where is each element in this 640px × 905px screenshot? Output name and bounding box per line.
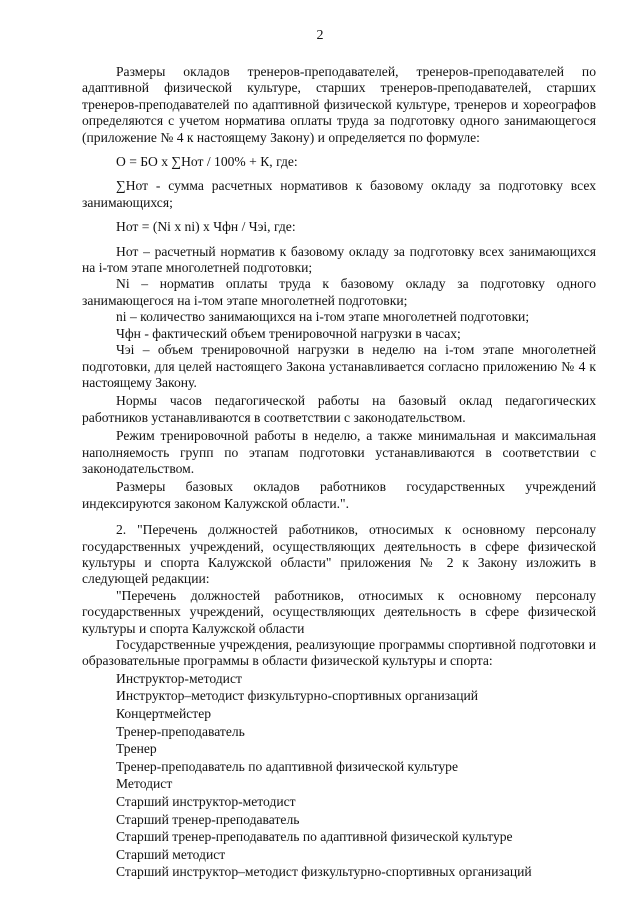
paragraph-hours-norms: Нормы часов педагогической работы на базовый оклад педагогических работников устанавливаются в соответствии с законодательством.	[82, 393, 596, 425]
document-body	[82, 64, 596, 881]
paragraph-chfn-definition: Чфн - фактический объем тренировочной нагрузки в часах;	[116, 325, 461, 341]
list-item: Старший инструктор–методист физкультурно-спортивных организаций	[116, 864, 532, 880]
list-item: Тренер-преподаватель по адаптивной физической культуре	[116, 758, 459, 774]
paragraph-training-mode: Режим тренировочной работы в неделю, а также минимальная и максимальная наполняемость групп по этапам подготовки устанавливаются в соответствии с законодательством.	[82, 428, 596, 476]
positions-list	[82, 670, 596, 881]
list-item: Инструктор-методист	[116, 670, 242, 686]
paragraph-indexation: Размеры базовых окладов работников государственных учреждений индексируются законом Калужской области.".	[82, 479, 596, 511]
list-item: Инструктор–методист физкультурно-спортивных организаций	[116, 688, 479, 704]
paragraph-institutions: Государственные учреждения, реализующие программы спортивной подготовки и образовательные программы в области физической культуры и спорта:	[82, 637, 596, 669]
formula-norm: Нот = (Ni x ni) х Чфн / Чэi, где:	[116, 219, 296, 235]
paragraph-ni-definition: Ni – норматив оплаты труда к базовому окладу за подготовку одного занимающегося на i-том этапе многолетней подготовки;	[82, 276, 596, 308]
page-number: 2	[316, 28, 324, 43]
list-item: Тренер	[116, 741, 157, 757]
list-item: Старший методист	[116, 846, 226, 862]
formula-salary: О = БО х ∑Нот / 100% + К, где:	[116, 154, 298, 170]
list-item: Тренер-преподаватель	[116, 723, 245, 739]
paragraph-chei-definition: Чэi – объем тренировочной нагрузки в неделю на i-том этапе многолетней подготовки, для целей настоящего Закона устанавливается согласно приложению № 4 к настоящему Закону.	[82, 342, 596, 390]
list-item: Старший инструктор-методист	[116, 793, 296, 809]
paragraph-amendment-2: 2. "Перечень должностей работников, относимых к основному персоналу государственных учреждений, осуществляющих деятельность в сфере физической культуры и спорта Калужской области" приложения № 2 к Закону изложить в следующей редакции:	[82, 522, 596, 587]
list-item: Старший тренер-преподаватель по адаптивной физической культуре	[116, 829, 513, 845]
paragraph-salary-rules: Размеры окладов тренеров-преподавателей, тренеров-преподавателей по адаптивной физической культуре, старших тренеров-преподавателей, старших тренеров-преподавателей по адаптивной физической культуре, тренеров и хореографов определяются с учетом норматива оплаты труда за подготовку одного занимающегося (приложение № 4 к настоящему Закону) и определяется по формуле:	[82, 64, 596, 145]
paragraph-list-title: "Перечень должностей работников, относимых к основному персоналу государственных учреждений, осуществляющих деятельность в сфере физической культуры и спорта Калужской области	[82, 587, 596, 636]
paragraph-not-definition: Нот – расчетный норматив к базовому окладу за подготовку всех занимающихся на i-том этапе многолетней подготовки;	[82, 243, 596, 276]
list-item: Методист	[116, 776, 173, 792]
list-item: Старший тренер-преподаватель	[116, 811, 300, 827]
list-item: Концертмейстер	[116, 706, 212, 721]
paragraph-sum-definition: ∑Нот - сумма расчетных нормативов к базовому окладу за подготовку всех занимающихся;	[82, 178, 596, 210]
paragraph-ni-count-definition: ni – количество занимающихся на i-том этапе многолетней подготовки;	[116, 309, 530, 325]
